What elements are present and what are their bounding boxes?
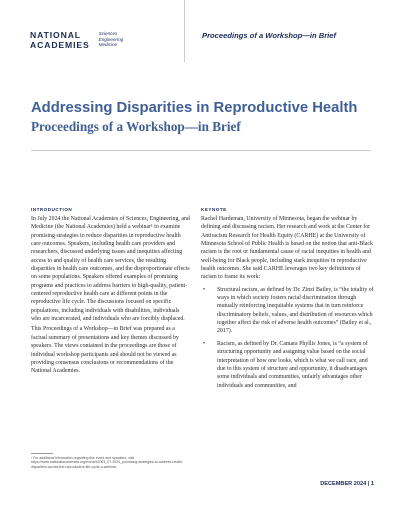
logo-line: ACADEMIES (30, 40, 90, 50)
section-heading: KEYNOTE (201, 207, 227, 212)
logo-subline: Medicine (98, 42, 118, 48)
logo-subtext (95, 31, 124, 48)
footnote-text: ¹ For additional information regarding this event and speakers, visit https://www.nationalacademies.org/event/42063_07-2024_promising-strategies-to-address-health-disparities-across-the-reproductive-life-cycle-a-webinar. (31, 456, 184, 469)
bullet-text: Racism, as defined by Dr. Camara Phyllis Jones, is “a system of structuring opportunity and assigning value based on the social interpretation of how one looks, which is what we call race, and due to this system of structure and opportunity, it disadvantages some individuals and communities, unfairly advantages other individuals and communities, and (217, 340, 368, 389)
national-academies-logo (30, 30, 123, 50)
bullet-item (201, 286, 374, 336)
bullet-text: Structural racism, as defined by Dr. Zinzi Bailey, is “the totality of ways in which society fosters racial discrimination through mutually reinforcing inequitable systems that in turn reinforce discriminatory beliefs, values, and distribution of resources which together affect the risk of adverse health outcomes” (Bailey et al., 2017). (217, 286, 374, 335)
logo-wordmark (30, 30, 90, 50)
bullet-marker: • (203, 340, 206, 347)
page-subtitle: Proceedings of a Workshop—in Brief (31, 119, 241, 134)
keynote-section (201, 207, 374, 390)
footnote-divider (31, 453, 53, 454)
title-divider (31, 150, 371, 151)
logo-line: NATIONAL (30, 30, 81, 40)
paragraph: This Proceedings of a Workshop—in Brief was prepared as a factual summary of presentations and key themes discussed by speakers. The views contained in the proceedings are those of individual workshop participants and should not be viewed as providing consensus conclusions or recommendations of the National Academies. (31, 326, 179, 375)
logo-subline: Sciences (98, 31, 118, 36)
page-header (0, 0, 400, 62)
page-title: Addressing Disparities in Reproductive Health (31, 100, 358, 116)
bullet-marker: • (203, 286, 206, 293)
section-heading: INTRODUCTION (31, 207, 73, 212)
logo-subline: Engineering (98, 36, 124, 42)
page-footer-date: DECEMBER 2024 | 1 (320, 481, 374, 487)
bullet-item (201, 340, 374, 390)
header-divider (184, 0, 185, 62)
footnote (31, 453, 191, 469)
series-label: Proceedings of a Workshop—in Brief (202, 31, 337, 40)
paragraph: In July 2024 the National Academies of Sciences, Engineering, and Medicine (the National Academies) held a webinar¹ to examine promising strategies to reduce disparities in reproductive health care outcomes. Speakers, including health care providers and researchers, discussed underlying issues and inequities affecting access to and quality of health care services, the resulting disparities in health care outcomes, and the disproportionate effects on some populations. Speakers offered examples of promising programs and practices to address barriers to high-quality, patient-centered reproductive health care at different points in the reproductive life cycle. The discussions focused on specific populations, including individuals with disabilities, individuals who are incarcerated, and individuals who are forcibly displaced. (31, 216, 190, 323)
paragraph: Rachel Hardeman, University of Minnesota, began the webinar by defining and discussing racism. Her research and work at the Center for Antiracism Research for Health Equity (CARHE) at the University of Minnesota School of Public Health is based on the notion that anti-Black racism is the root or fundamental cause of racial inequities in health and well-being for Black people, including stark inequities in reproductive health outcomes. She said CARHE leverages two key definitions of racism to frame its work: (201, 216, 373, 281)
introduction-section (31, 207, 191, 376)
